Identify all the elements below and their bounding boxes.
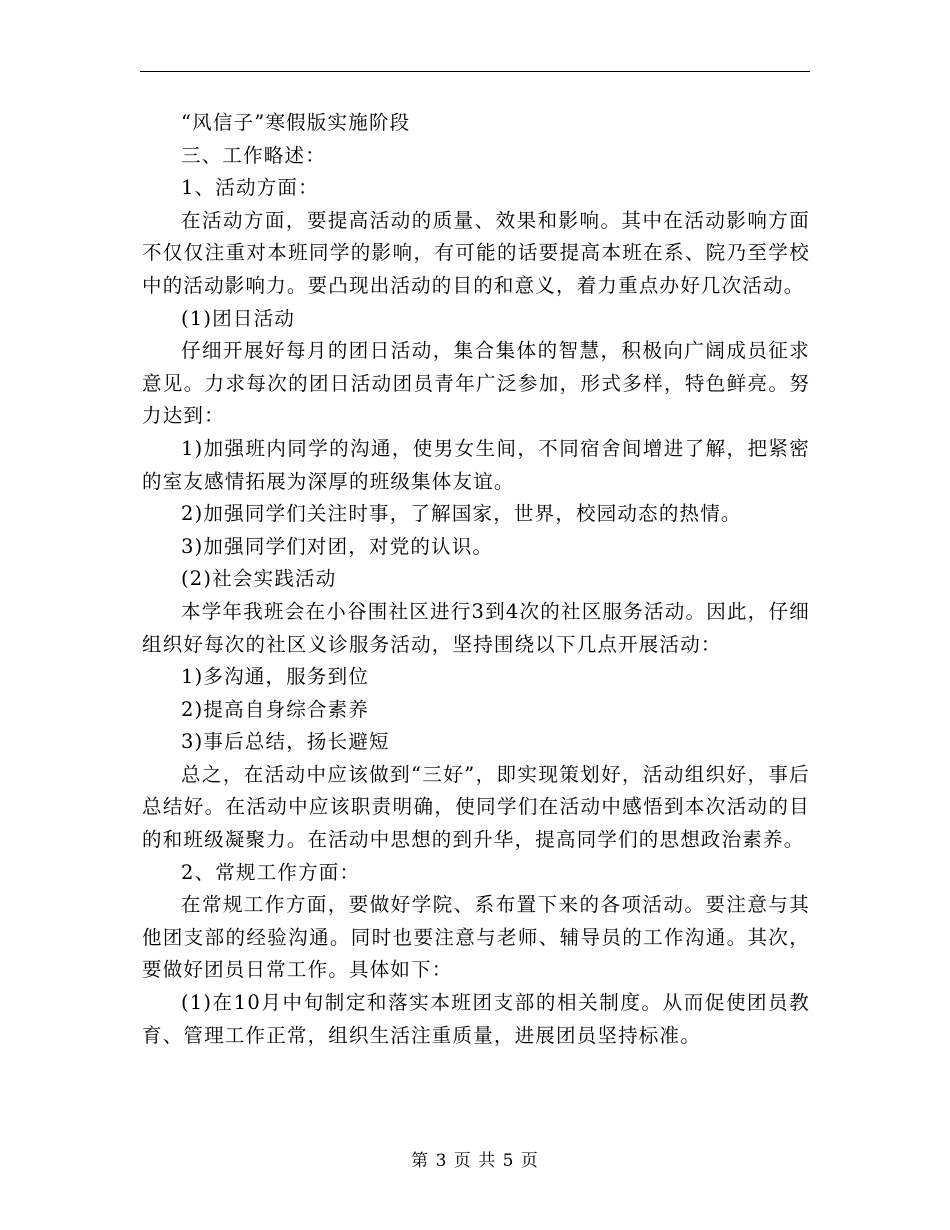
list-item-social-practice-2: 2)提高自身综合素养	[181, 697, 370, 721]
subsection-heading-routine-work: 2、常规工作方面：	[181, 860, 361, 884]
section-heading-work-overview: 三、工作略述：	[181, 143, 326, 167]
header-rule	[140, 71, 810, 72]
document-body	[142, 107, 810, 1052]
paragraph-summary: 总之，在活动中应该做到“三好”，即实现策划好，活动组织好，事后总结好。在活动中应该职责明确，使同学们在活动中感悟到本次活动的目的和班级凝聚力。在活动中思想的到升华，提高同学们的思想政治素养。	[142, 762, 810, 852]
list-item-social-practice-3: 3)事后总结，扬长避短	[181, 730, 390, 754]
list-item-routine-work-1: (1)在10月中旬制定和落实本班团支部的相关制度。从而促使团员教育、管理工作正常，组织生活注重质量，进展团员坚持标准。	[142, 991, 810, 1047]
paragraph-social-practice: 本学年我班会在小谷围社区进行3到4次的社区服务活动。因此，仔细组织好每次的社区义诊服务活动，坚持围绕以下几点开展活动：	[142, 599, 810, 656]
item-heading-league-day: (1)团日活动	[181, 306, 296, 330]
paragraph-activities-intro: 在活动方面，要提高活动的质量、效果和影响。其中在活动影响方面不仅仅注重对本班同学的影响，有可能的话要提高本班在系、院乃至学校中的活动影响力。要凸现出活动的目的和意义，着力重点办好几次活动。	[142, 208, 810, 297]
list-item-league-day-3: 3)加强同学们对团，对党的认识。	[181, 534, 494, 558]
paragraph-league-day: 仔细开展好每月的团日活动，集合集体的智慧，积极向广阔成员征求意见。力求每次的团日活动团员青年广泛参加，形式多样，特色鲜亮。努力达到：	[142, 339, 810, 428]
subsection-heading-activities: 1、活动方面：	[181, 176, 319, 200]
heading-fengxinzi-stage: “风信子”寒假版实施阶段	[181, 111, 411, 134]
list-item-social-practice-1: 1)多沟通，服务到位	[181, 665, 370, 689]
list-item-league-day-1: 1)加强班内同学的沟通，使男女生间，不同宿舍间增进了解，把紧密的室友感情拓展为深厚的班级集体友谊。	[142, 436, 810, 493]
item-heading-social-practice: (2)社会实践活动	[181, 567, 337, 591]
list-item-league-day-2: 2)加强同学们关注时事，了解国家，世界，校园动态的热情。	[181, 502, 742, 526]
paragraph-routine-work: 在常规工作方面，要做好学院、系布置下来的各项活动。要注意与其他团支部的经验沟通。同时也要注意与老师、辅导员的工作沟通。其次，要做好团员日常工作。具体如下：	[142, 893, 810, 982]
page-number-footer: 第 3 页 共 5 页	[411, 1151, 539, 1171]
